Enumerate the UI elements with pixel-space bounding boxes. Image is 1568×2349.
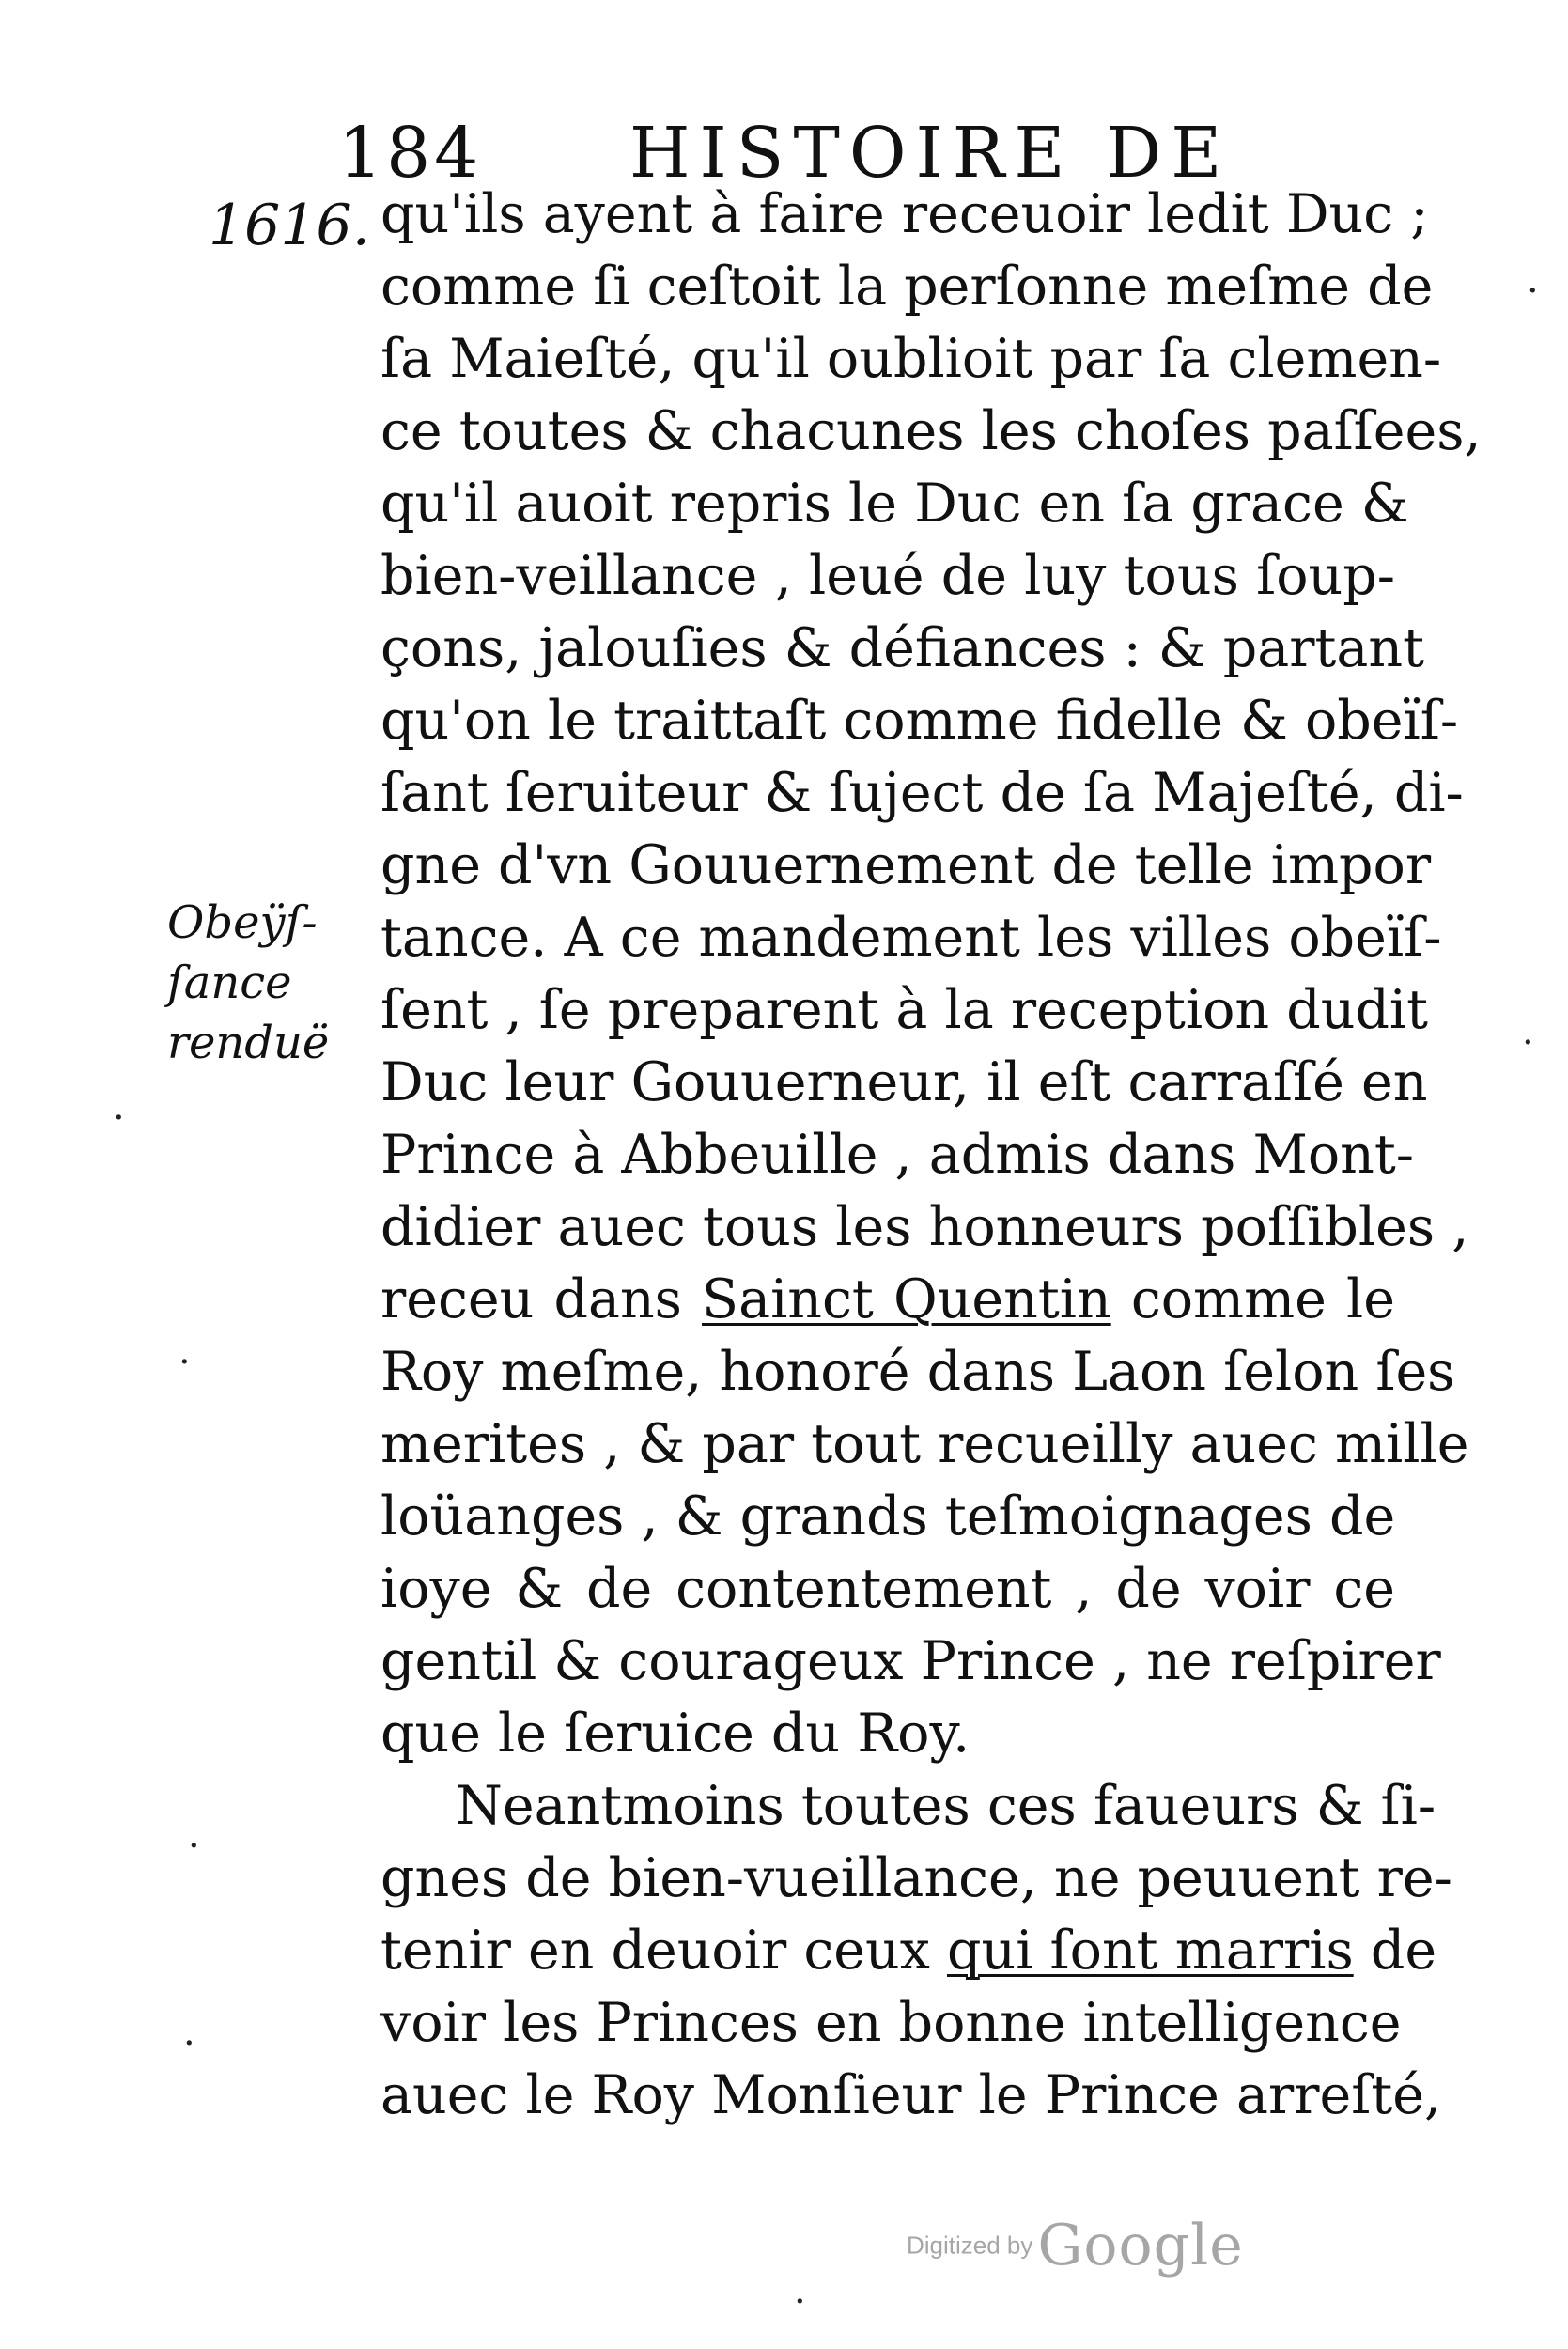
text-line: ce toutes & chacunes les choſes paſſees, xyxy=(380,400,1482,462)
text-line: comme ſi ceſtoit la perſonne meſme de xyxy=(380,256,1434,318)
page-number: 184 xyxy=(338,113,483,194)
text-line: Duc leur Gouuerneur, il eſt carraſſé en xyxy=(380,1051,1428,1113)
marginal-note-line: ſance xyxy=(167,957,292,1009)
text-fragment: de xyxy=(1370,1920,1437,1982)
ink-speck: · xyxy=(113,1097,125,1140)
ink-speck: · xyxy=(1527,270,1539,313)
text-line: çons, jalouſies & défiances : & partant xyxy=(380,617,1424,679)
google-logo: Google xyxy=(1037,2213,1244,2279)
text-line-underlined xyxy=(380,1915,1437,1987)
text-line: qu'on le traittaſt comme fidelle & obeïſ- xyxy=(380,690,1459,752)
text-line: loüanges , & grands teſmoignages de xyxy=(380,1486,1396,1548)
digitized-by-google-watermark xyxy=(907,2213,1282,2288)
text-line: voir les Princes en bonne intelligence xyxy=(380,1992,1402,2054)
text-line: ſant ſeruiteur & ſuject de ſa Majeſté, di- xyxy=(380,762,1464,824)
text-line: gne d'vn Gouuernement de telle impor xyxy=(380,834,1432,896)
text-line: auec le Roy Monſieur le Prince arreſté, xyxy=(380,2064,1442,2126)
text-fragment: comme le xyxy=(1130,1268,1395,1330)
text-fragment: tenir en deuoir ceux xyxy=(380,1920,930,1982)
ink-speck: · xyxy=(188,1825,200,1868)
text-line: que le ſeruice du Roy. xyxy=(380,1703,970,1765)
text-line: gentil & courageux Prince , ne reſpirer xyxy=(380,1630,1441,1692)
text-line: bien-veillance , leué de luy tous ſoup- xyxy=(380,545,1395,607)
marginal-note-line: renduë xyxy=(167,1017,330,1069)
running-title: HISTOIRE DE xyxy=(629,113,1232,194)
text-line: ſent , ſe preparent à la reception dudit xyxy=(380,979,1429,1041)
watermark-prefix: Digitized by xyxy=(907,2231,1033,2260)
text-line: ſa Maieſté, qu'il oublioit par ſa clemen- xyxy=(380,328,1442,390)
underlined-phrase: qui ſont marris xyxy=(947,1920,1354,1982)
text-line: qu'ils ayent à faire receuoir ledit Duc ; xyxy=(380,183,1429,245)
body-text xyxy=(380,179,1482,2132)
underlined-place-name: Sainct Quentin xyxy=(702,1268,1111,1330)
text-line: gnes de bien-vueillance, ne peuuent re- xyxy=(380,1847,1452,1909)
year-marker: 1616. xyxy=(209,193,370,258)
text-line: Roy meſme, honoré dans Laon ſelon ſes xyxy=(380,1341,1455,1403)
text-fragment: receu dans xyxy=(380,1268,682,1330)
text-line: tance. A ce mandement les villes obeïſ- xyxy=(380,907,1442,969)
ink-speck: · xyxy=(1522,1021,1534,1065)
ink-speck: · xyxy=(183,2022,195,2065)
text-line: qu'il auoit repris le Duc en ſa grace & xyxy=(380,473,1409,535)
ink-speck: · xyxy=(794,2280,806,2324)
ink-speck: · xyxy=(179,1341,191,1384)
text-line: ioye & de contentement , de voir ce xyxy=(380,1558,1395,1620)
text-line-underlined xyxy=(380,1264,1395,1336)
text-line: merites , & par tout recueilly auec mille xyxy=(380,1413,1469,1475)
text-line: Prince à Abbeuille , admis dans Mont- xyxy=(380,1124,1415,1186)
marginal-note xyxy=(167,893,355,1073)
text-line: didier auec tous les honneurs poſſibles , xyxy=(380,1196,1469,1258)
marginal-note-line: Obeÿſ- xyxy=(167,896,318,949)
paragraph-start-line: Neantmoins toutes ces faueurs & ſi- xyxy=(456,1775,1436,1837)
